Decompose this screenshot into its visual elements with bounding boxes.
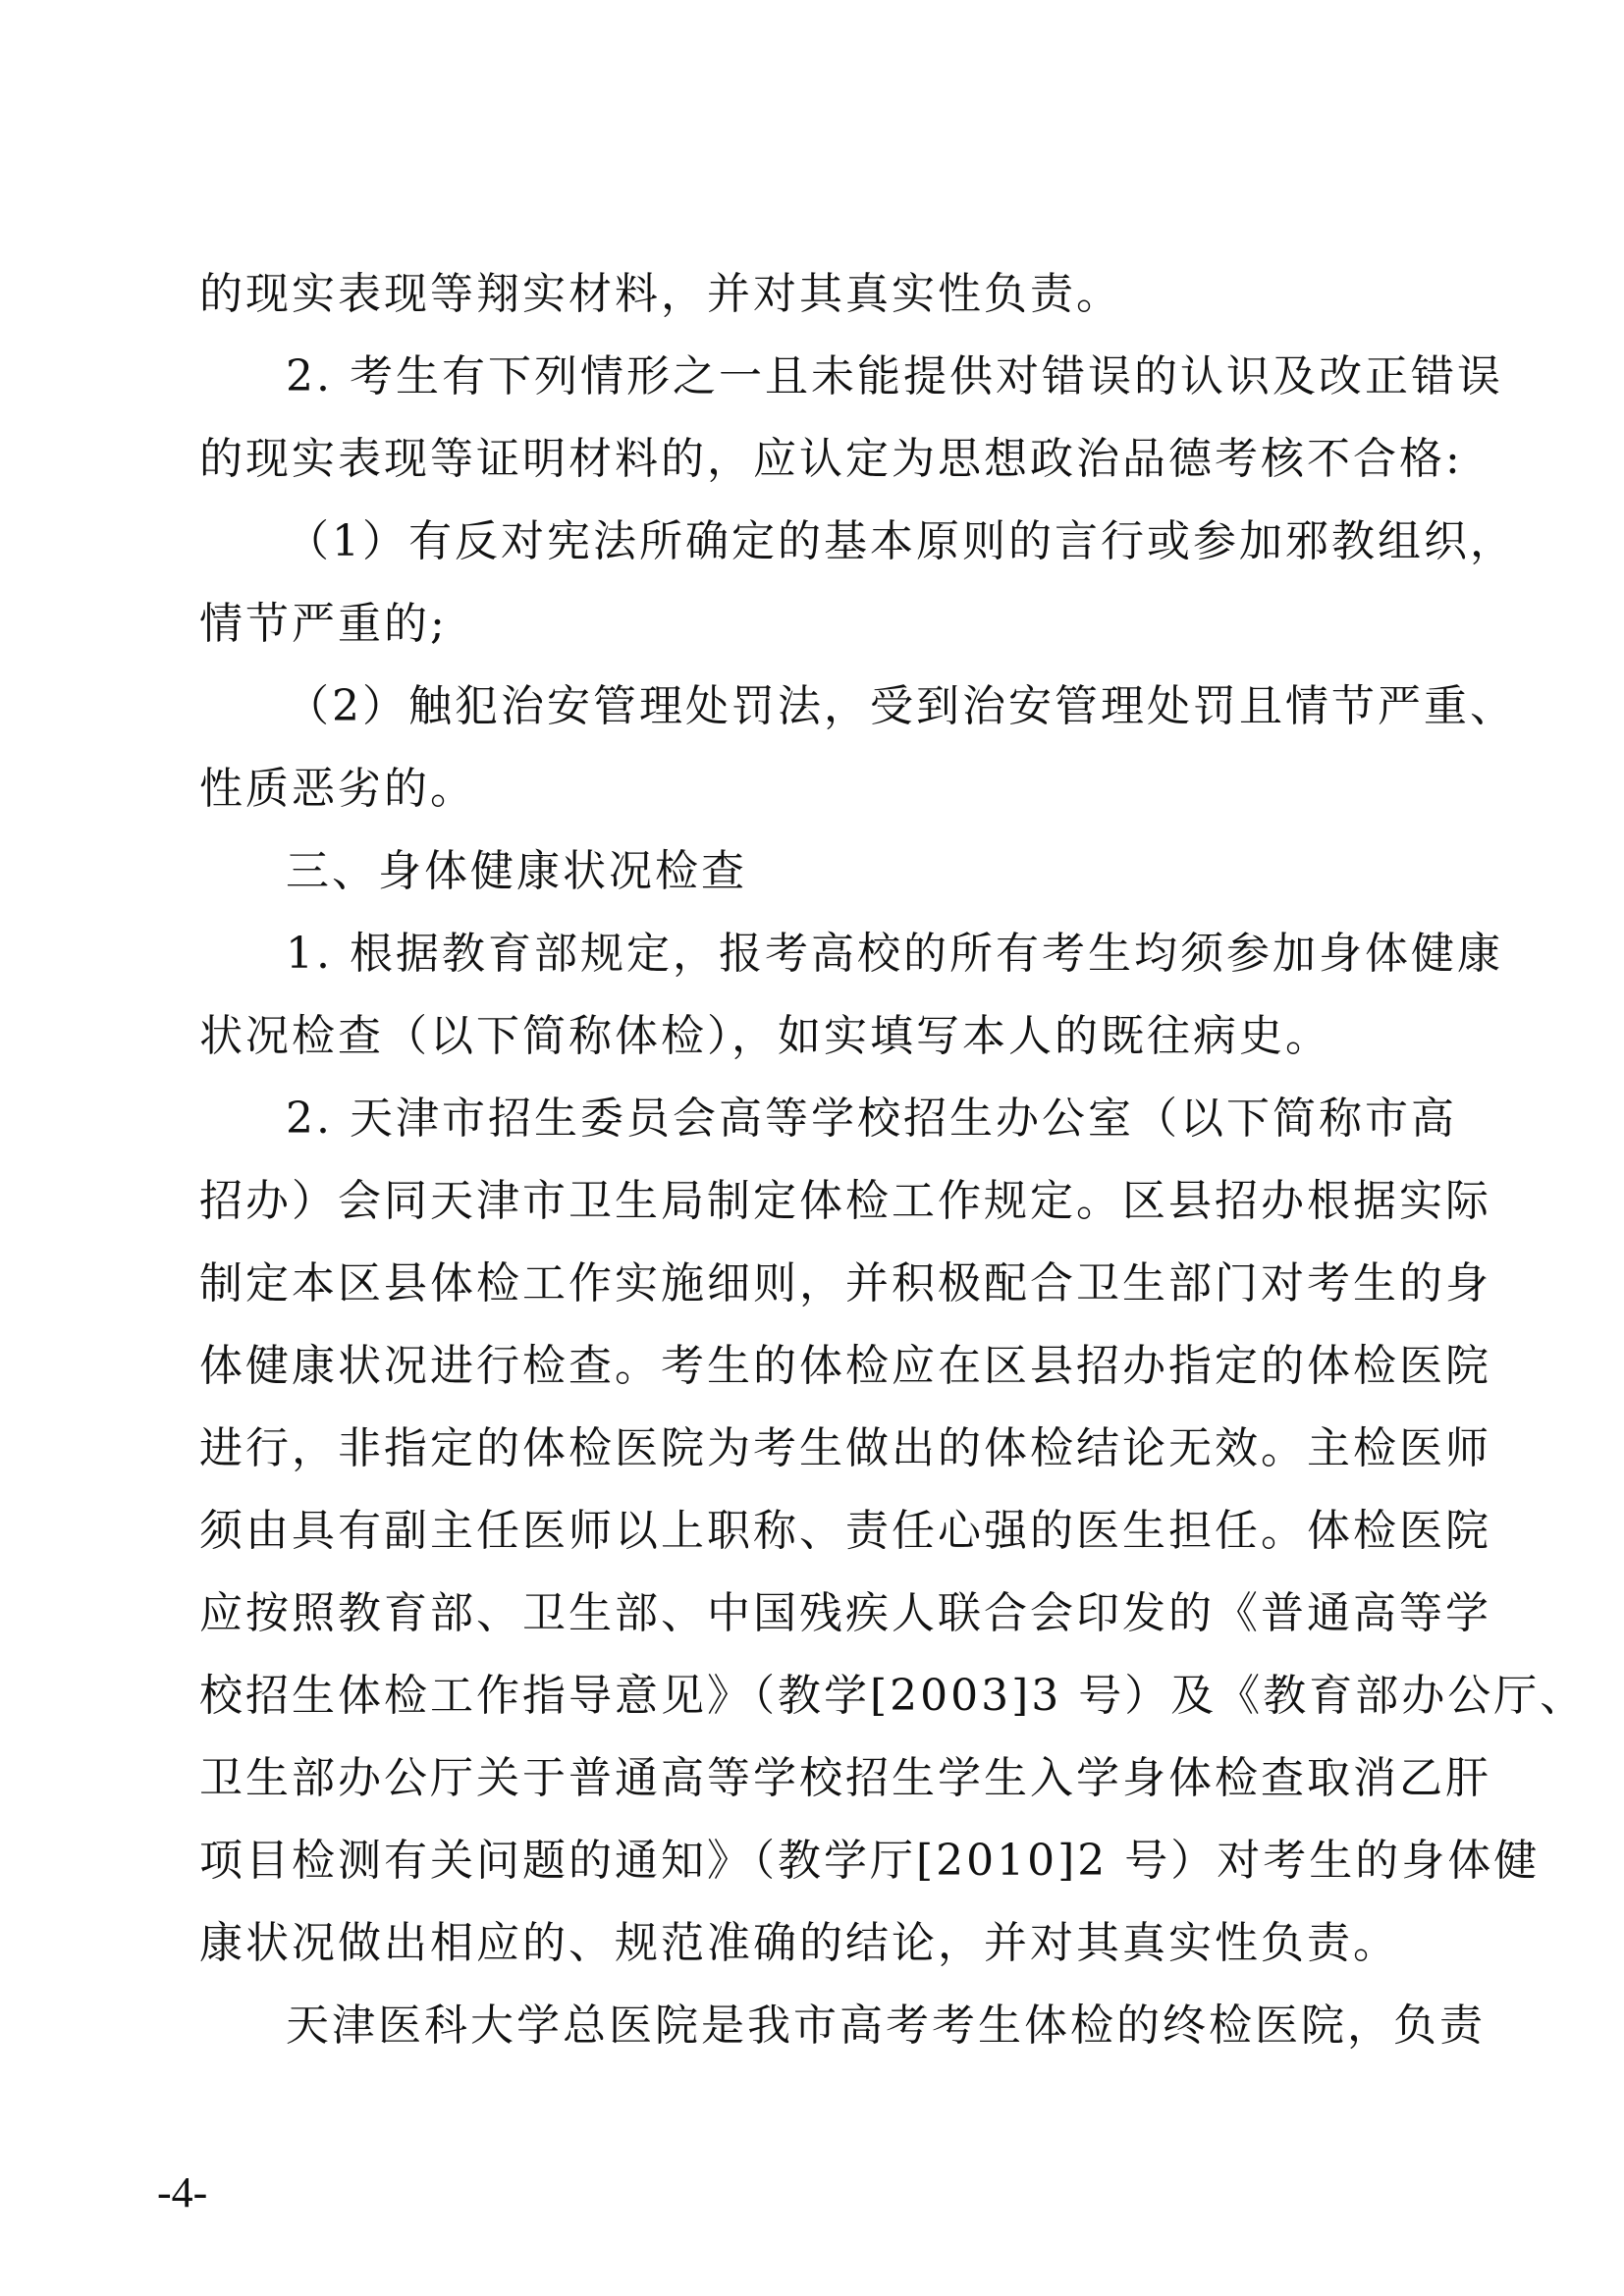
text-line: 天津医科大学总医院是我市高考考生体检的终检医院，负责 xyxy=(286,2001,1486,2051)
text-line: （2）触犯治安管理处罚法，受到治安管理处罚且情节严重、 xyxy=(286,681,1516,731)
text-line: 校招生体检工作指导意见》（教学[2003]3 号）及《教育部办公厅、 xyxy=(199,1671,1587,1721)
text-line: 须由具有副主任医师以上职称、责任心强的医生担任。体检医院 xyxy=(199,1506,1491,1556)
section-heading: 三、身体健康状况检查 xyxy=(286,846,747,896)
text-line: 2. 考生有下列情形之一且未能提供对错误的认识及改正错误 xyxy=(286,351,1503,401)
text-line: 体健康状况进行检查。考生的体检应在区县招办指定的体检医院 xyxy=(199,1341,1491,1391)
text-line: 2. 天津市招生委员会高等学校招生办公室（以下简称市高 xyxy=(286,1094,1457,1144)
text-line: 进行，非指定的体检医院为考生做出的体检结论无效。主检医师 xyxy=(199,1423,1491,1473)
text-line: 招办）会同天津市卫生局制定体检工作规定。区县招办根据实际 xyxy=(199,1176,1491,1226)
text-line: 的现实表现等翔实材料，并对其真实性负责。 xyxy=(199,269,1122,319)
text-line: 应按照教育部、卫生部、中国残疾人联合会印发的《普通高等学 xyxy=(199,1588,1491,1638)
text-line: 制定本区县体检工作实施细则，并积极配合卫生部门对考生的身 xyxy=(199,1258,1491,1308)
text-line: 康状况做出相应的、规范准确的结论，并对其真实性负责。 xyxy=(199,1918,1399,1968)
text-line: 性质恶劣的。 xyxy=(199,764,476,814)
page-number: -4- xyxy=(157,2168,208,2216)
text-line: 情节严重的; xyxy=(199,599,448,649)
text-line: 状况检查（以下简称体检），如实填写本人的既往病史。 xyxy=(199,1011,1331,1061)
text-line: 项目检测有关问题的通知》（教学厅[2010]2 号）对考生的身体健 xyxy=(199,1836,1541,1886)
text-line: 1. 根据教育部规定，报考高校的所有考生均须参加身体健康 xyxy=(286,929,1503,979)
text-line: 卫生部办公厅关于普通高等学校招生学生入学身体检查取消乙肝 xyxy=(199,1753,1491,1803)
text-line: （1）有反对宪法所确定的基本原则的言行或参加邪教组织， xyxy=(286,516,1516,566)
text-line: 的现实表现等证明材料的，应认定为思想政治品德考核不合格: xyxy=(199,434,1463,484)
body-text xyxy=(199,253,1587,2067)
